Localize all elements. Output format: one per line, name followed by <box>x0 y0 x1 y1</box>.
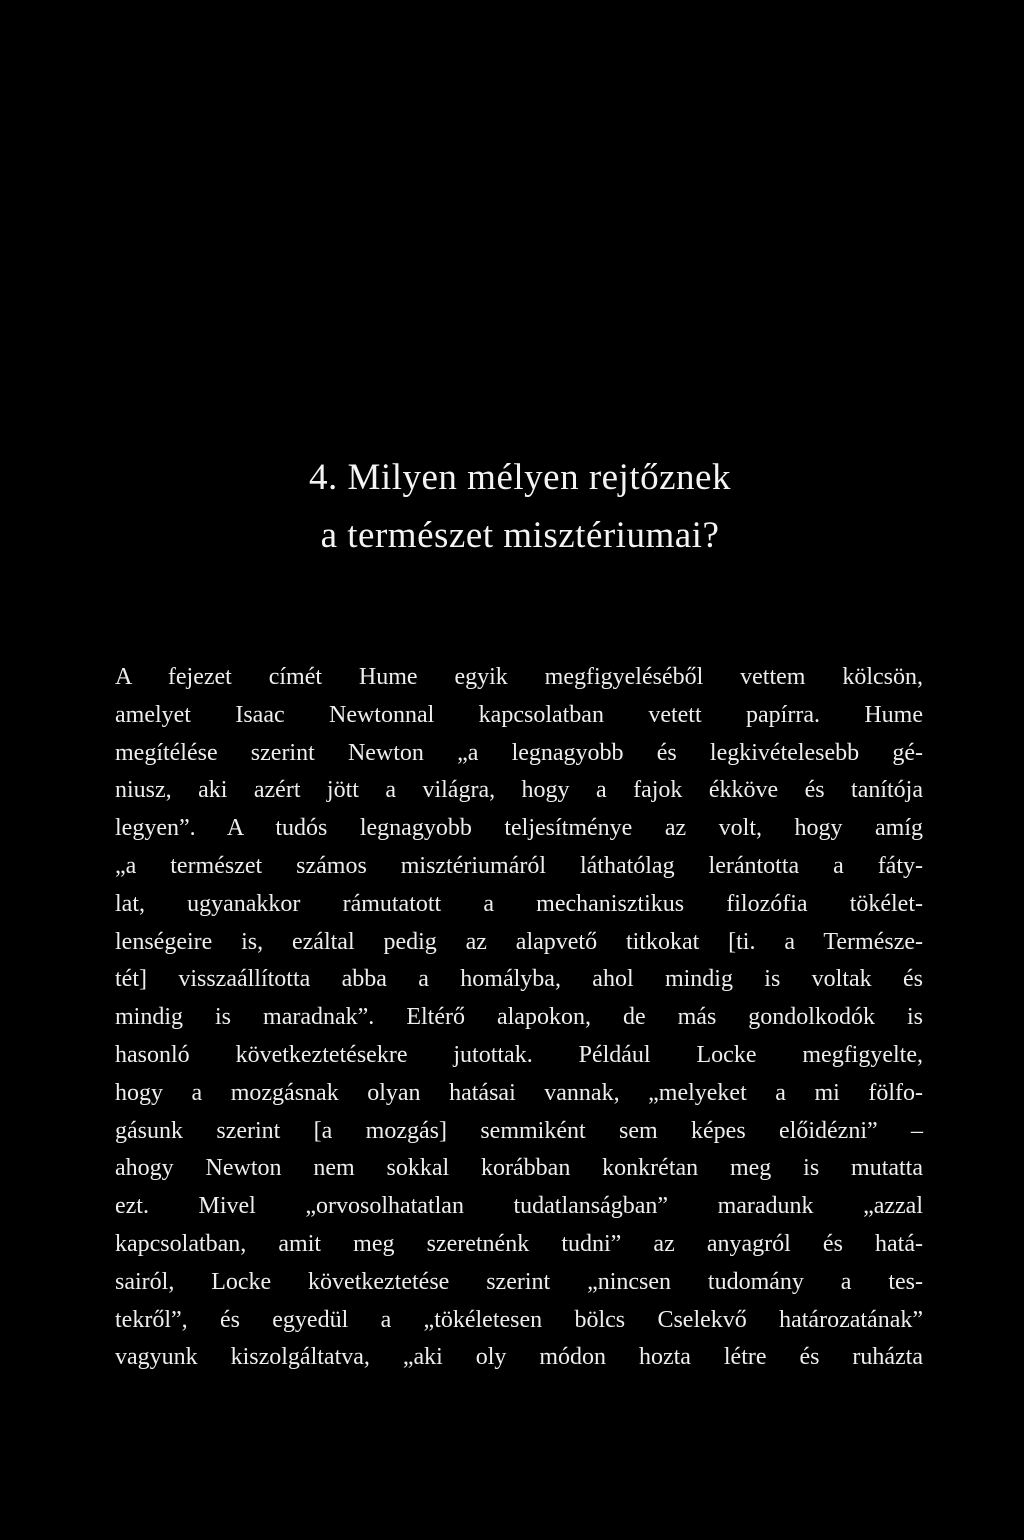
chapter-title-line-1: 4. Milyen mélyen rejtőznek <box>309 457 731 498</box>
text-line: gásunk szerint [a mozgás] semmiként sem képes előidézni” – <box>115 1117 923 1144</box>
text-line: kapcsolatban, amit meg szeretnénk tudni” az anyagról és hatá- <box>115 1230 923 1257</box>
text-line: legyen”. A tudós legnagyobb teljesítménye az volt, hogy amíg <box>115 815 923 842</box>
text-line: „a természet számos misztériumáról láthatólag lerántotta a fáty- <box>115 852 923 879</box>
text-line: hasonló következtetésekre jutottak. Például Locke megfigyelte, <box>115 1041 923 1068</box>
text-line: tét] visszaállította abba a homályba, ahol mindig is voltak és <box>115 966 923 993</box>
chapter-title <box>140 449 900 565</box>
text-line: amelyet Isaac Newtonnal kapcsolatban vetett papírra. Hume <box>115 701 923 728</box>
text-line: hogy a mozgásnak olyan hatásai vannak, „melyeket a mi fölfo- <box>115 1079 923 1106</box>
text-line: mindig is maradnak”. Eltérő alapokon, de más gondolkodók is <box>115 1004 923 1031</box>
text-line: A fejezet címét Hume egyik megfigyeléséből vettem kölcsön, <box>115 664 923 690</box>
chapter-title-line-2: a természet misztériumai? <box>320 515 720 556</box>
text-line: vagyunk kiszolgáltatva, „aki oly módon hozta létre és ruházta <box>115 1344 923 1371</box>
text-line: ezt. Mivel „orvosolhatatlan tudatlanságban” maradunk „azzal <box>115 1193 923 1220</box>
body-paragraph <box>115 659 923 1377</box>
text-line: tekről”, és egyedül a „tökéletesen bölcs Cselekvő határozatának” <box>115 1306 923 1333</box>
text-line: lat, ugyanakkor rámutatott a mechanisztikus filozófia tökélet- <box>115 890 923 917</box>
text-line: sairól, Locke következtetése szerint „nincsen tudomány a tes- <box>115 1268 923 1295</box>
text-line: ahogy Newton nem sokkal korábban konkrétan meg is mutatta <box>115 1155 923 1182</box>
text-line: niusz, aki azért jött a világra, hogy a fajok ékköve és tanítója <box>115 777 923 804</box>
text-line: lenségeire is, ezáltal pedig az alapvető titkokat [ti. a Természe- <box>115 928 923 955</box>
text-line: megítélése szerint Newton „a legnagyobb és legkivételesebb gé- <box>115 739 923 766</box>
